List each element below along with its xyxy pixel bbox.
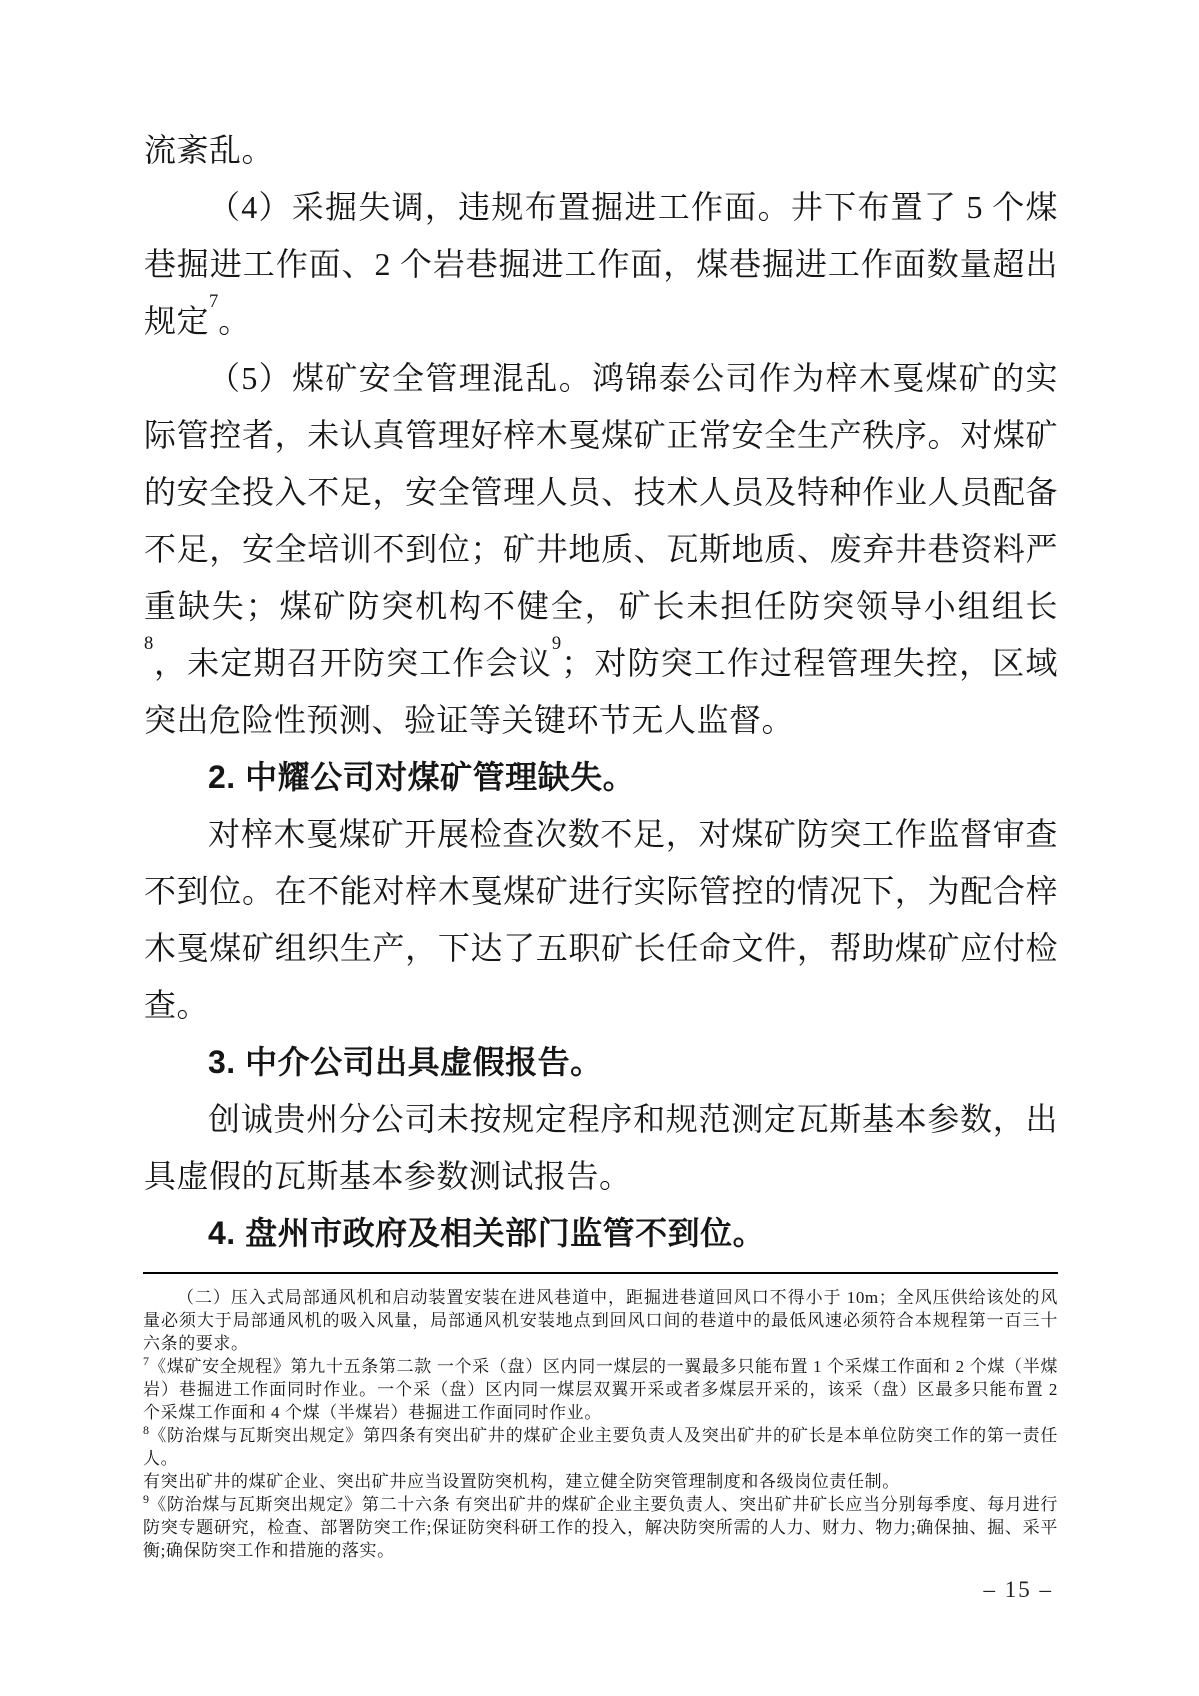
footnote-7-text: 《煤矿安全规程》第九十五条第二款 一个采（盘）区内同一煤层的一翼最多只能布置 1 个采煤工作面和 2 个煤（半煤岩）巷掘进工作面同时作业。一个采（盘）区内同一煤层双翼开采或者多煤层开采的，该采（盘）区最多只能布置 2 个采煤工作面和 4 个煤（半煤岩）巷掘进工作面同时作业。 [143,1357,1058,1422]
footnote-7 [143,1355,1058,1424]
page-number: – 15 – [983,1577,1053,1602]
paragraph-item-5-seg2: ，未定期召开防突工作会议 [153,645,552,681]
section-heading-4: 4. 盘州市政府及相关部门监管不到位。 [208,1215,766,1251]
footnote-9-text: 《防治煤与瓦斯突出规定》第二十六条 有突出矿井的煤矿企业主要负责人、突出矿井矿长应当分别每季度、每月进行防突专题研究，检查、部署防突工作;保证防突科研工作的投入，解决防突所需的人力、财力、物力;确保抽、掘、采平衡;确保防突工作和措施的落实。 [143,1495,1058,1560]
footnote-7-marker: 7 [143,1354,149,1368]
paragraph-item-4-text: （4）采掘失调，违规布置掘进工作面。井下布置了 5 个煤巷掘进工作面、2 个岩巷掘进工作面，煤巷掘进工作面数量超出规定 [144,189,1058,339]
section-heading-3: 3. 中介公司出具虚假报告。 [208,1044,603,1080]
footnote-9 [143,1493,1058,1562]
footnote-ref-7: 7 [209,291,219,312]
paragraph-item-4-end: 。 [218,303,251,339]
footnote-8 [143,1424,1058,1470]
paragraph-item-4 [144,179,1058,350]
paragraph-item-5-seg3: ；对防突工作过程管理失控，区域突出危险性预测、验证等关键环节无人监督。 [144,645,1058,738]
continuation-paragraph: 流紊乱。 [144,132,275,168]
body-text-block [144,122,1058,1268]
paragraph-zhongyao: 对梓木戛煤矿开展检查次数不足，对煤矿防突工作监督审查不到位。在不能对梓木戛煤矿进行实际管控的情况下，为配合梓木戛煤矿组织生产，下达了五职矿长任命文件，帮助煤矿应付检查。 [144,816,1058,1023]
footnote-ref-9: 9 [551,633,562,654]
paragraph-item-5-seg1: （5）煤矿安全管理混乱。鸿锦泰公司作为梓木戛煤矿的实际管控者，未认真管理好梓木戛煤矿正常安全生产秩序。对煤矿的安全投入不足，安全管理人员、技术人员及特种作业人员配备不足，安全培训不到位；矿井地质、瓦斯地质、废弃井巷资料严重缺失；煤矿防突机构不健全，矿长未担任防突领导小组组长 [144,360,1058,624]
footnote-ref-8: 8 [144,633,154,654]
footnote-9-marker: 9 [143,1492,149,1506]
footnote-continuation: （二）压入式局部通风机和启动装置安装在进风巷道中，距掘进巷道回风口不得小于 10m；全风压供给该处的风量必须大于局部通风机的吸入风量，局部通风机安装地点到回风口间的巷道中的最低风速必须符合本规程第一百三十六条的要求。 [143,1288,1058,1353]
footnote-8-marker: 8 [143,1423,149,1437]
footnotes-section [143,1272,1058,1562]
paragraph-item-5 [144,350,1058,749]
section-heading-2: 2. 中耀公司对煤矿管理缺失。 [208,759,636,795]
footnote-8-second-paragraph: 有突出矿井的煤矿企业、突出矿井应当设置防突机构，建立健全防突管理制度和各级岗位责任制。 [143,1472,900,1491]
paragraph-zhongjie: 创诚贵州分公司未按规定程序和规范测定瓦斯基本参数，出具虚假的瓦斯基本参数测试报告。 [144,1101,1058,1194]
footnote-8-text: 《防治煤与瓦斯突出规定》第四条有突出矿井的煤矿企业主要负责人及突出矿井的矿长是本单位防突工作的第一责任人。 [143,1426,1058,1468]
